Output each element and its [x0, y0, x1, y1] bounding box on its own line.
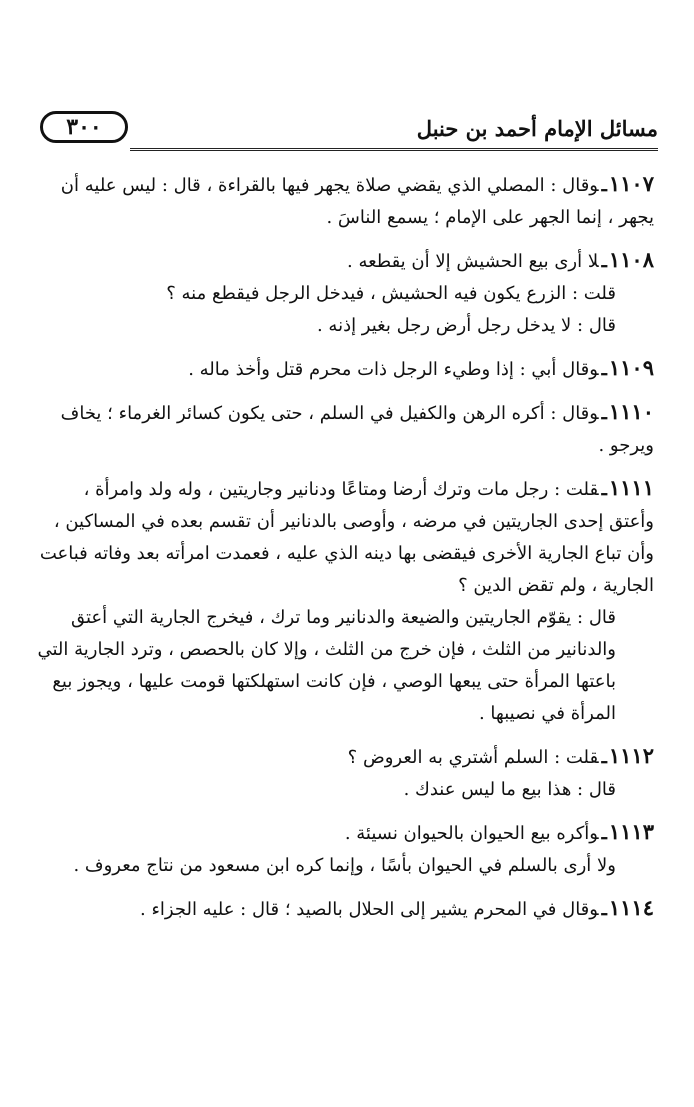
- entry-1113: ١١١٣ـوأكره بيع الحيوان بالحيوان نسيئة . ولا أرى بالسلم في الحيوان بأسًا ، وإنما كره ابن مسعود من نتاج معروف .: [36, 816, 654, 882]
- entry-text: وقال أبي : إذا وطيء الرجل ذات محرم قتل وأخذ ماله .: [188, 359, 599, 380]
- page-body: [36, 168, 654, 936]
- entry-text: وقال في المحرم يشير إلى الحلال بالصيد ؛ قال : عليه الجزاء .: [140, 899, 599, 920]
- entry-text: لا أرى بيع الحشيش إلا أن يقطعه .: [347, 251, 599, 272]
- entry-subline: قال : هذا بيع ما ليس عندك .: [403, 779, 616, 800]
- book-title: مسائل الإمام أحمد بن حنبل: [416, 116, 658, 141]
- entry-subline: قال : يقوّم الجاريتين والضيعة والدنانير وما ترك ، فيخرج الجارية التي أعتق والدنانير من الثلث ، فإن خرج من الثلث ، وإلا كان بالحصص ، وترد الجارية التي باعتها المرأة حتى يبعها الوصي ، فإن كانت استهلكتها قومت عليها ، ويجوز بيع المرأة في نصيبها .: [37, 607, 616, 724]
- entry-number: ١١١٣: [608, 819, 654, 844]
- entry-subline: قال : لا يدخل رجل أرض رجل بغير إذنه .: [316, 315, 616, 336]
- entry-1114: ١١١٤ـوقال في المحرم يشير إلى الحلال بالصيد ؛ قال : عليه الجزاء .: [140, 895, 654, 920]
- entry-text: وقال : المصلي الذي يقضي صلاة يجهر فيها بالقراءة ، قال : ليس عليه أن يجهر ، إنما الجهر على الإمام ؛ يسمع الناسَ .: [60, 175, 654, 228]
- entry-text: وقال : أكره الرهن والكفيل في السلم ، حتى يكون كسائر الغرماء ؛ يخاف ويرجو .: [60, 403, 654, 456]
- entry-1111: ١١١١ـقلت : رجل مات وترك أرضا ومتاعًا ودنانير وجاريتين ، وله ولد وامرأة ، وأعتق إحدى الجاريتين في مرضه ، وأوصى بالدنانير أن تقسم بعده في المساكين ، وأن تباع الجارية الأخرى فيقضى بها دينه الذي عليه ، فعمدت امرأته بعد وفاته فباعت الجارية ، ولم تقض الدين ؟ قال : يقوّم الجاريتين والضيعة والدنانير وما ترك ، فيخرج الجارية التي أعتق والدنانير من الثلث ، فإن خرج من الثلث ، وإلا كان بالحصص ، وترد الجارية التي باعتها المرأة حتى يبعها الوصي ، فإن كانت استهلكتها قومت عليها ، ويجوز بيع المرأة في نصيبها .: [36, 472, 654, 730]
- entry-text: وأكره بيع الحيوان بالحيوان نسيئة .: [344, 823, 599, 844]
- entry-number: ١١٠٩: [608, 355, 654, 380]
- entry-subline: قلت : الزرع يكون فيه الحشيش ، فيدخل الرجل فيقطع منه ؟: [166, 283, 616, 304]
- entry-number: ١١٠٨: [608, 247, 654, 272]
- entry-1112: ١١١٢ـقلت : السلم أشتري به العروض ؟ قال : هذا بيع ما ليس عندك .: [36, 740, 654, 806]
- header-rule: [130, 148, 658, 151]
- entry-text: قلت : رجل مات وترك أرضا ومتاعًا ودنانير وجاريتين ، وله ولد وامرأة ، وأعتق إحدى الجاريتين في مرضه ، وأوصى بالدنانير أن تقسم بعده في المساكين ، وأن تباع الجارية الأخرى فيقضى بها دينه الذي عليه ، فعمدت امرأته بعد وفاته فباعت الجارية ، ولم تقض الدين ؟: [39, 479, 654, 596]
- entry-1109: ١١٠٩ـوقال أبي : إذا وطيء الرجل ذات محرم قتل وأخذ ماله .: [188, 355, 654, 380]
- entry-subline: ولا أرى بالسلم في الحيوان بأسًا ، وإنما كره ابن مسعود من نتاج معروف .: [73, 855, 616, 876]
- entry-1108: ١١٠٨ـلا أرى بيع الحشيش إلا أن يقطعه . قلت : الزرع يكون فيه الحشيش ، فيدخل الرجل فيقطع منه ؟ قال : لا يدخل رجل أرض رجل بغير إذنه .: [36, 244, 654, 342]
- entry-number: ١١١٠: [608, 399, 654, 424]
- entry-number: ١١٠٧: [608, 171, 654, 196]
- entry-1107: ١١٠٧ـوقال : المصلي الذي يقضي صلاة يجهر فيها بالقراءة ، قال : ليس عليه أن يجهر ، إنما الجهر على الإمام ؛ يسمع الناسَ .: [60, 171, 654, 228]
- entry-number: ١١١٤: [608, 895, 654, 920]
- entry-text: قلت : السلم أشتري به العروض ؟: [347, 747, 599, 768]
- entry-number: ١١١٢: [608, 743, 654, 768]
- page-number: ٣٠٠: [40, 111, 128, 143]
- entry-1110: ١١١٠ـوقال : أكره الرهن والكفيل في السلم ، حتى يكون كسائر الغرماء ؛ يخاف ويرجو .: [60, 399, 654, 456]
- entry-number: ١١١١: [608, 475, 654, 500]
- page-header: [40, 110, 658, 150]
